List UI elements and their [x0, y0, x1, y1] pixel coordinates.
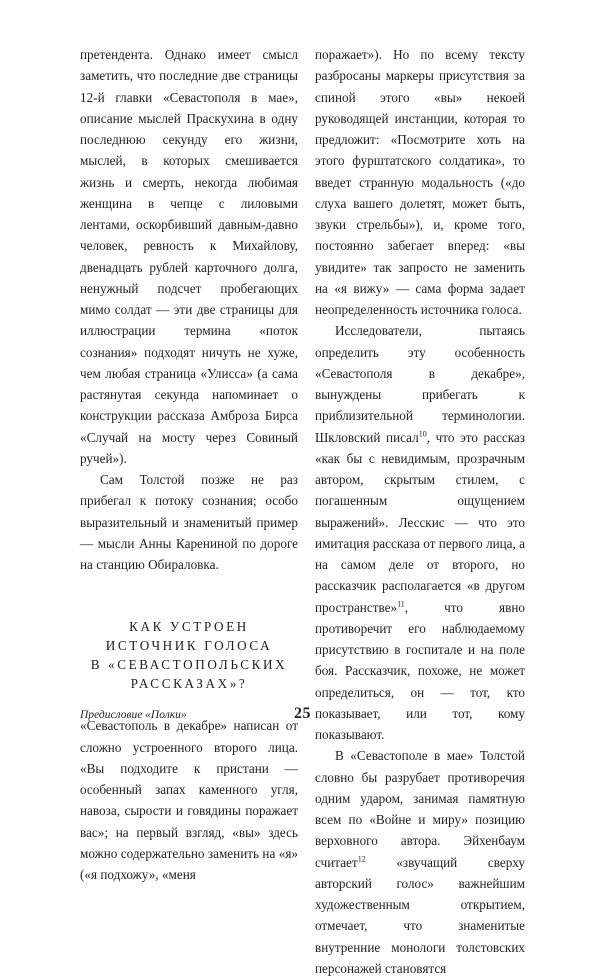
- footnote-ref-10: 10: [418, 429, 427, 439]
- right-paragraph-2-text-c: , что явно противоречит его наблюдаемому присутствию в госпитале и на поле боя. Рассказчик, похоже, не может определиться, он — тот, кто показывает, или тот, кому показывают.: [315, 599, 525, 742]
- section-heading: [80, 617, 298, 693]
- running-title: Предисловие «Полки»: [80, 709, 187, 721]
- footnote-ref-12: 12: [357, 854, 366, 864]
- right-paragraph-3-text-b: «звучащий сверху авторский голос» важнейшим художественным открытием, отмечает, что знаменитые внутренние монологи толстовских персонажей становятся: [315, 854, 525, 976]
- section-heading-line-4: РАССКАЗАХ»?: [130, 676, 248, 692]
- left-paragraph-2: Сам Толстой позже не раз прибегал к потоку сознания; особо выразительный и знаменитый пример — мысли Анны Карениной по дороге на станцию Обираловка.: [80, 472, 298, 572]
- footnote-ref-11: 11: [397, 599, 405, 609]
- right-paragraph-3: [315, 745, 525, 979]
- section-heading-line-2: ИСТОЧНИК ГОЛОСА: [105, 638, 273, 654]
- page-number: 25: [294, 705, 311, 722]
- right-paragraph-2-text-b: , что это рассказ «как бы с невидимым, прозрачным автором, скрытым стилем, с погашенным ощущением выражений». Лесскис — что это имитация рассказа от первого лица, а на самом деле от второго, но рассказчик располагается «в другом пространстве»: [315, 429, 525, 615]
- left-column: [80, 44, 298, 885]
- page-footer: [80, 705, 525, 725]
- right-column: [315, 44, 525, 979]
- right-paragraph-3-text-a: В «Севастополе в мае» Толстой словно бы разрубает противоречия одним ударом, занимая памятную всем по «Войне и миру» позицию верховного автора. Эйхенбаум считает: [315, 748, 525, 870]
- left-paragraph-1: претендента. Однако имеет смысл заметить, что последние две страницы 12-й главки «Севастополя в мае», описание мыслей Праскухина в одну последнюю секунду его жизни, мыслей, в которых смешивается жизнь и смерть, некогда любимая женщина в чепце с лиловыми лентами, оскорбивший давным-давно человек, ревность к Михайлову, двенадцать рублей карточного долга, ненужный подсчет пробегающих мимо солдат — эти две страницы для иллюстрации термина «поток сознания» подходят ничуть не хуже, чем любая страница «Улисса» (а сама растянутая секунда напоминает о конструкции рассказа Амброза Бирса «Случай на мосту через Совиный ручей»).: [80, 47, 298, 466]
- left-paragraph-3: «Севастополь в декабре» написан от сложно устроенного второго лица. «Вы подходите к пристани — особенный запах каменного угля, навоза, сырости и говядины поражает вас»; на первый взгляд, «вы» здесь можно содержательно заменить на «я» («я подхожу», «меня: [80, 718, 298, 882]
- section-heading-line-3: В «СЕВАСТОПОЛЬСКИХ: [90, 657, 288, 673]
- right-paragraph-2-text-a: Исследователи, пытаясь определить эту особенность «Севастополя в декабре», вынуждены прибегать к приблизительной терминологии. Шкловский писал: [315, 323, 525, 445]
- right-paragraph-1: поражает»). Но по всему тексту разбросаны маркеры присутствия за спиной этого «вы» некоей руководящей инстанции, которая то предложит: «Посмотрите хоть на этого фурштатского солдатика», то введет странную модальность («до слуха вашего долетят, может быть, звуки стрельбы»), и, кроме того, постоянно забегает вперед: «вы увидите» так запросто не заменить на «я вижу» — сама форма задает неопределенность источника голоса.: [315, 47, 525, 317]
- right-paragraph-2: [315, 320, 525, 745]
- section-heading-line-1: КАК УСТРОЕН: [129, 619, 249, 635]
